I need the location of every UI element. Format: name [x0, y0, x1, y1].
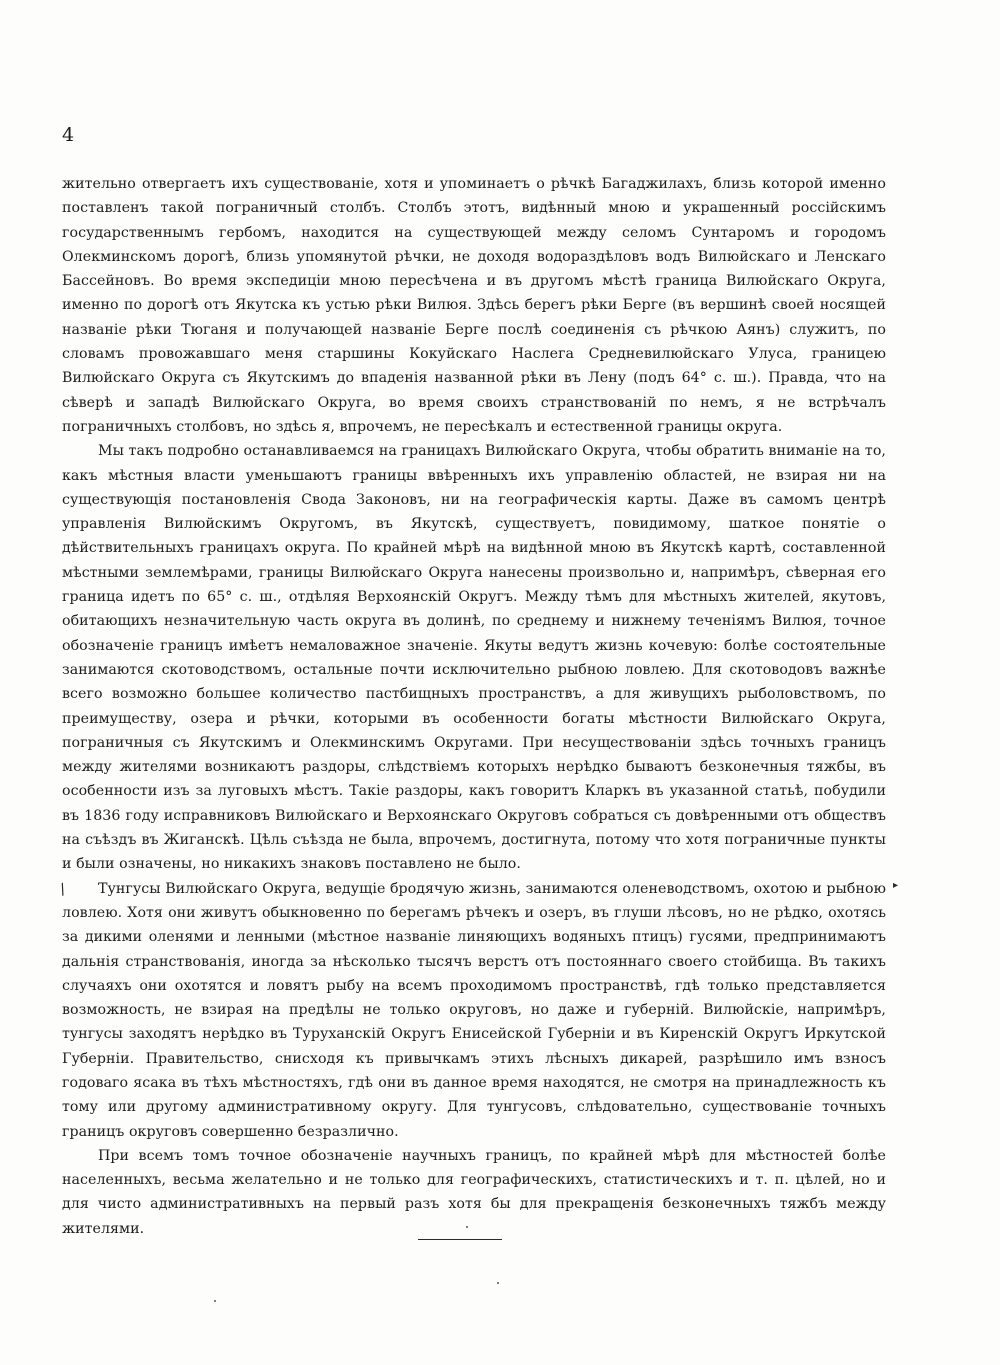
paragraph-conclusion: При всемъ томъ точное обозначеніе научныхъ границъ, по крайней мѣрѣ для мѣстностей болѣе населенныхъ, весьма желательно и не только для географическихъ, статистическихъ и т. п. цѣлей, но и для чисто административныхъ на первый разъ хотя бы для прекращенія безконечныхъ тяжбъ между жителями.	[62, 1147, 886, 1237]
section-end-rule	[418, 1239, 502, 1240]
paragraph-boundaries: Мы такъ подробно останавливаемся на границахъ Вилюйскаго Округа, чтобы обратить вниманіе на то, какъ мѣстныя власти уменьшаютъ границы ввѣренныхъ ихъ управленію областей, не взирая ни на существующія постановленія Свода Законовъ, ни на географическія карты. Даже въ самомъ центрѣ управленія Вилюйскимъ Округомъ, въ Якутскѣ, существуетъ, повидимому, шаткое понятіе о дѣйствительныхъ границахъ округа. По крайней мѣрѣ на видѣнной мною въ Якутскѣ картѣ, составленной мѣстными землемѣрами, границы Вилюйскаго Округа нанесены произвольно и, напримѣръ, сѣверная его граница идетъ по 65° с. ш., отдѣляя Верхоянскій Округъ. Между тѣмъ для мѣстныхъ жителей, якутовъ, обитающихъ незначительную часть округа въ долинѣ, по среднему и нижнему теченіямъ Вилюя, точное обозначеніе границъ имѣетъ немаловажное значеніе. Якуты ведутъ жизнь кочевую: болѣе состоятельные занимаются скотоводствомъ, остальные почти исключительно рыбною ловлею. Для скотоводовъ важнѣе всего возможно большее количество пастбищныхъ пространствъ, а для живущихъ рыболовствомъ, по преимуществу, озера и рѣчки, которыми въ особенности богаты мѣстности Вилюйскаго Округа, пограничныя съ Якутскимъ и Олекминскимъ Округами. При несуществованіи здѣсь точныхъ границъ между жителями возникаютъ раздоры, слѣдствіемъ которыхъ нерѣдко бываютъ безконечныя тяжбы, въ особенности изъ за луговыхъ мѣстъ. Такіе раздоры, какъ говоритъ Кларкъ въ указанной статьѣ, побудили въ 1836 году исправниковъ Вилюйскаго и Верхоянскаго Округовъ собраться съ довѣренными отъ обществъ на съѣздъ въ Жиганскѣ. Цѣль съѣзда не была, впрочемъ, достигнута, потому что хотя пограничные пункты и были означены, но никакихъ знаковъ поставлено не было.	[62, 443, 886, 873]
margin-arrow-mark: ▸	[893, 880, 899, 891]
paragraph-tungus: Тунгусы Вилюйскаго Округа, ведущіе бродячую жизнь, занимаются оленеводствомъ, охотою и рыбною ловлею. Хотя они живутъ обыкновенно по берегамъ рѣчекъ и озеръ, въ глуши лѣсовъ, но не рѣдко, охотясь за дикими оленями и ленными (мѣстное названіе линяющихъ водяныхъ птицъ) гусями, предпринимаютъ дальнія странствованія, иногда за нѣсколько тысячъ верстъ отъ постояннаго своего стойбища. Въ такихъ случаяхъ они охотятся и ловятъ рыбу на всемъ проходимомъ пространствѣ, гдѣ только представляется возможность, не взирая на предѣлы не только округовъ, но даже и губерній. Вилюйскіе, напримѣръ, тунгусы заходятъ нерѣдко въ Туруханскій Округъ Енисейской Губерніи и въ Киренскій Округъ Иркутской Губерніи. Правительство, снисходя къ привычкамъ этихъ лѣсныхъ дикарей, разрѣшило имъ взносъ годоваго ясака въ тѣхъ мѣстностяхъ, гдѣ они въ данное время находятся, не смотря на принадлежность къ тому или другому административному округу. Для тунгусовъ, слѣдовательно, существованіе точныхъ границъ округовъ совершенно безразлично.	[62, 880, 886, 1140]
paragraph-continuation: жительно отвергаетъ ихъ существованіе, хотя и упоминаетъ о рѣчкѣ Багаджилахъ, близь которой именно поставленъ такой пограничный столбъ. Столбъ этотъ, видѣнный мною и украшенный россійскимъ государственнымъ гербомъ, находится на существующей между селомъ Сунтаромъ и городомъ Олекминскомъ дорогѣ, близь упомянутой рѣчки, не доходя водораздѣловъ водъ Вилюйскаго и Ленскаго Бассейновъ. Во время экспедиціи мною пересѣчена и въ другомъ мѣстѣ граница Вилюйскаго Округа, именно по дорогѣ отъ Якутска къ устью рѣки Вилюя. Здѣсь берегъ рѣки Берге (въ вершинѣ своей носящей названіе рѣки Тюганя и получающей названіе Берге послѣ соединенія съ рѣчкою Аянъ) служитъ, по словамъ провожавшаго меня старшины Кокуйскаго Наслега Средневилюйскаго Улуса, границею Вилюйскаго Округа съ Якутскимъ до впаденія названной рѣки въ Лену (подъ 64° с. ш.). Правда, что на сѣверѣ и западѣ Вилюйскаго Округа, во время своихъ странствованій по немъ, я не встрѣчалъ пограничныхъ столбовъ, но здѣсь я, впрочемъ, не пересѣкалъ и естественной границы округа.	[62, 176, 886, 435]
scan-speck	[214, 1300, 216, 1302]
margin-pencil-mark: /	[57, 879, 68, 899]
page-number: 4	[62, 124, 75, 146]
scan-speck	[497, 1282, 499, 1284]
body-text	[62, 172, 886, 1241]
scan-speck	[466, 1226, 468, 1228]
